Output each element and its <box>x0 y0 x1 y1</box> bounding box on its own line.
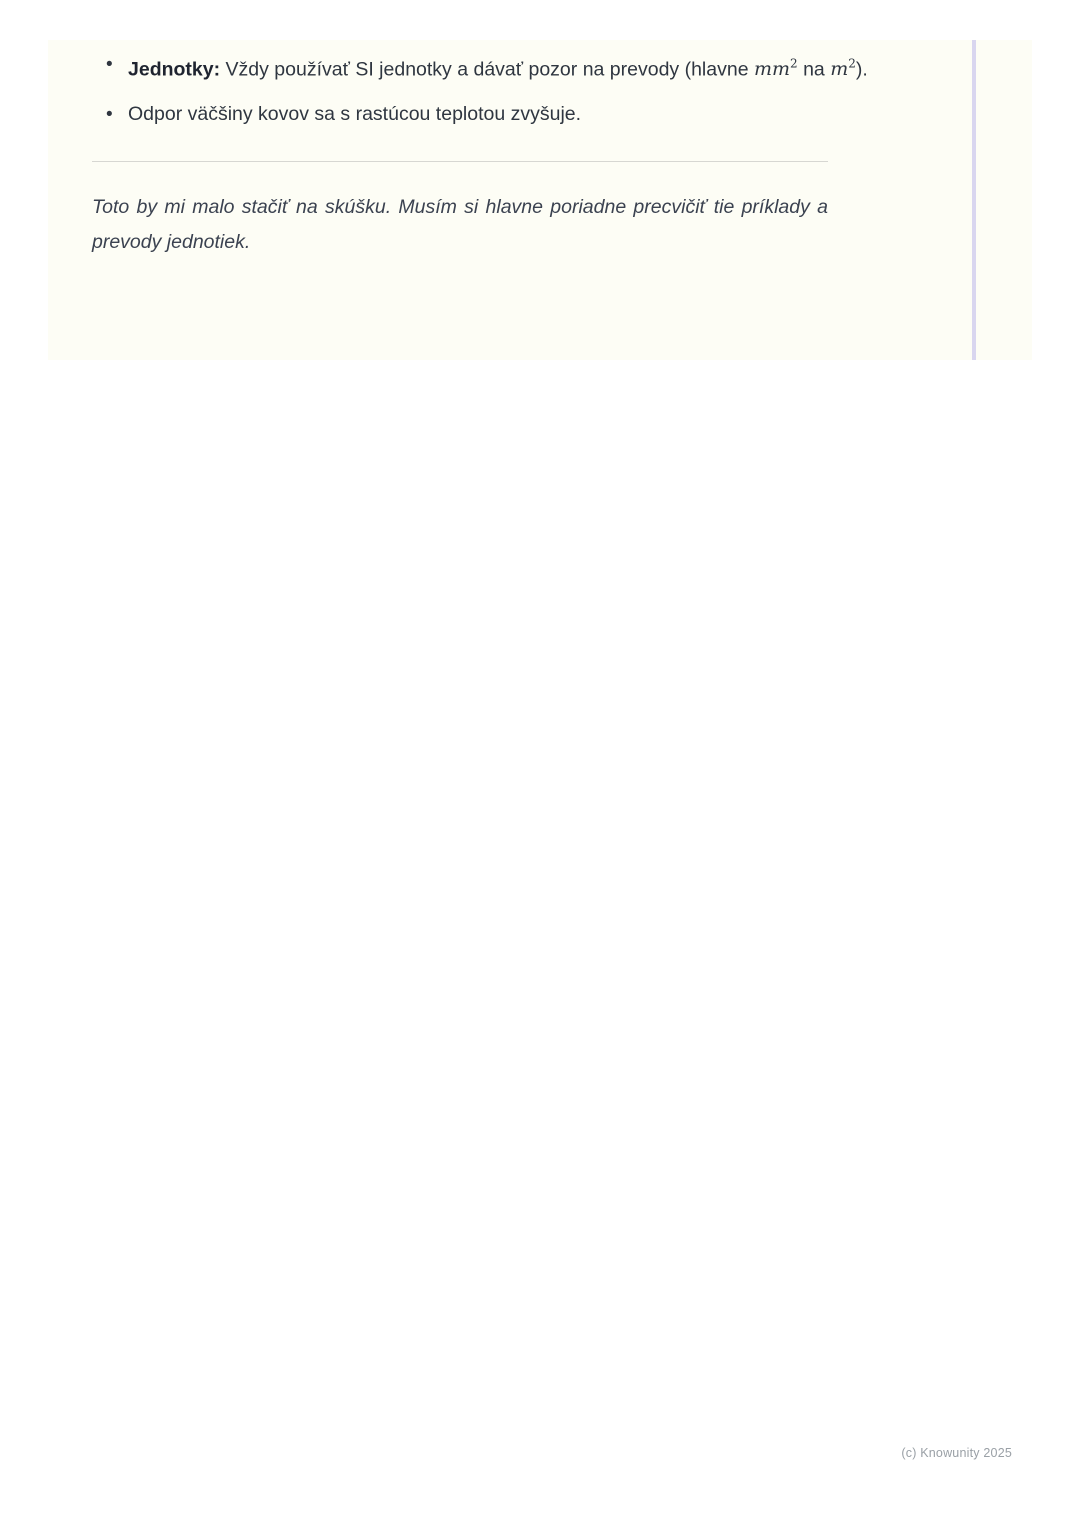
bullet-list <box>92 48 882 131</box>
note-card-content <box>92 48 882 280</box>
math-base: mm <box>753 58 791 81</box>
math-expression-m2 <box>830 58 856 80</box>
bullet-text: Odpor väčšiny kovov sa s rastúcou teplotou zvyšuje. <box>128 103 582 126</box>
section-divider <box>92 161 828 162</box>
bullet-lead-label: Jednotky: <box>128 58 221 81</box>
bullet-text-middle: na <box>797 58 831 81</box>
closing-note: Toto by mi malo stačiť na skúšku. Musím si hlavne poriadne precvičiť tie príklady a prevody jednotiek. <box>92 196 828 254</box>
list-item <box>128 48 882 86</box>
copyright-footer: (c) Knowunity 2025 <box>901 1446 1012 1460</box>
note-card <box>48 40 1032 360</box>
math-exponent: 2 <box>848 57 856 71</box>
math-exponent: 2 <box>790 57 798 71</box>
accent-strip <box>972 40 976 360</box>
list-item <box>128 98 882 131</box>
bullet-text-after: ). <box>855 58 868 81</box>
math-expression-mm2 <box>754 58 798 80</box>
math-base: m <box>830 58 849 81</box>
bullet-text: Vždy používať SI jednotky a dávať pozor na prevody (hlavne <box>220 58 754 81</box>
